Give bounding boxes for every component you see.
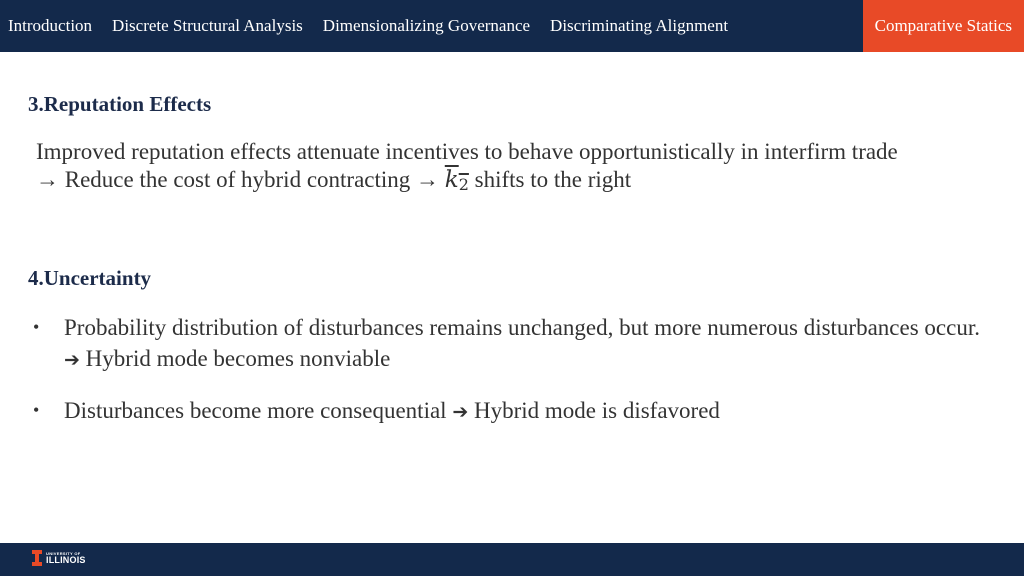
bullet-text-a: Disturbances become more consequential [64, 398, 447, 423]
arrow-right-icon: ➔ [64, 349, 80, 371]
tab-dimensionalizing-governance[interactable]: Dimensionalizing Governance [322, 16, 531, 35]
top-navigation [0, 0, 1024, 52]
list-item [30, 395, 990, 428]
logo-big-text: ILLINOIS [46, 554, 86, 565]
block-i-icon [32, 550, 42, 566]
k-symbol: k [444, 167, 459, 193]
tab-discrete-structural-analysis[interactable]: Discrete Structural Analysis [112, 16, 303, 35]
section-heading-uncertainty: 4.Uncertainty [28, 266, 152, 290]
bullet-icon: • [33, 400, 40, 420]
uncertainty-bullet-list [30, 312, 990, 447]
k2-bar-symbol [445, 167, 469, 193]
section-heading-reputation: 3.Reputation Effects [28, 92, 212, 116]
bullet-text-b: Hybrid mode is disfavored [473, 398, 720, 423]
logo-wordmark [46, 552, 86, 565]
bullet-text-a: Probability distribution of disturbances remains unchanged, but more numerous disturbances occur. [64, 315, 980, 340]
bullet-text-b: Hybrid mode becomes nonviable [85, 346, 391, 371]
bullet-icon: • [33, 317, 40, 337]
reputation-line-1: Improved reputation effects attenuate incentives to behave opportunistically in interfirm trade [36, 139, 898, 164]
k-subscript: 2 [458, 175, 469, 194]
footer-bar [0, 543, 1024, 576]
tab-discriminating-alignment[interactable]: Discriminating Alignment [550, 16, 729, 35]
reputation-line-2-end: shifts to the right [474, 167, 632, 192]
logo-small-text: UNIVERSITY OF [46, 550, 81, 556]
university-logo [32, 550, 86, 566]
list-item [30, 312, 990, 376]
reputation-paragraph [36, 138, 996, 199]
arrow-right-icon: ➔ [452, 401, 469, 423]
tab-introduction[interactable]: Introduction [8, 16, 93, 35]
reputation-line-2-start: → Reduce the cost of hybrid contracting → [36, 167, 440, 192]
tab-comparative-statics[interactable]: Comparative Statics [863, 0, 1024, 52]
reputation-line-2 [36, 166, 996, 199]
